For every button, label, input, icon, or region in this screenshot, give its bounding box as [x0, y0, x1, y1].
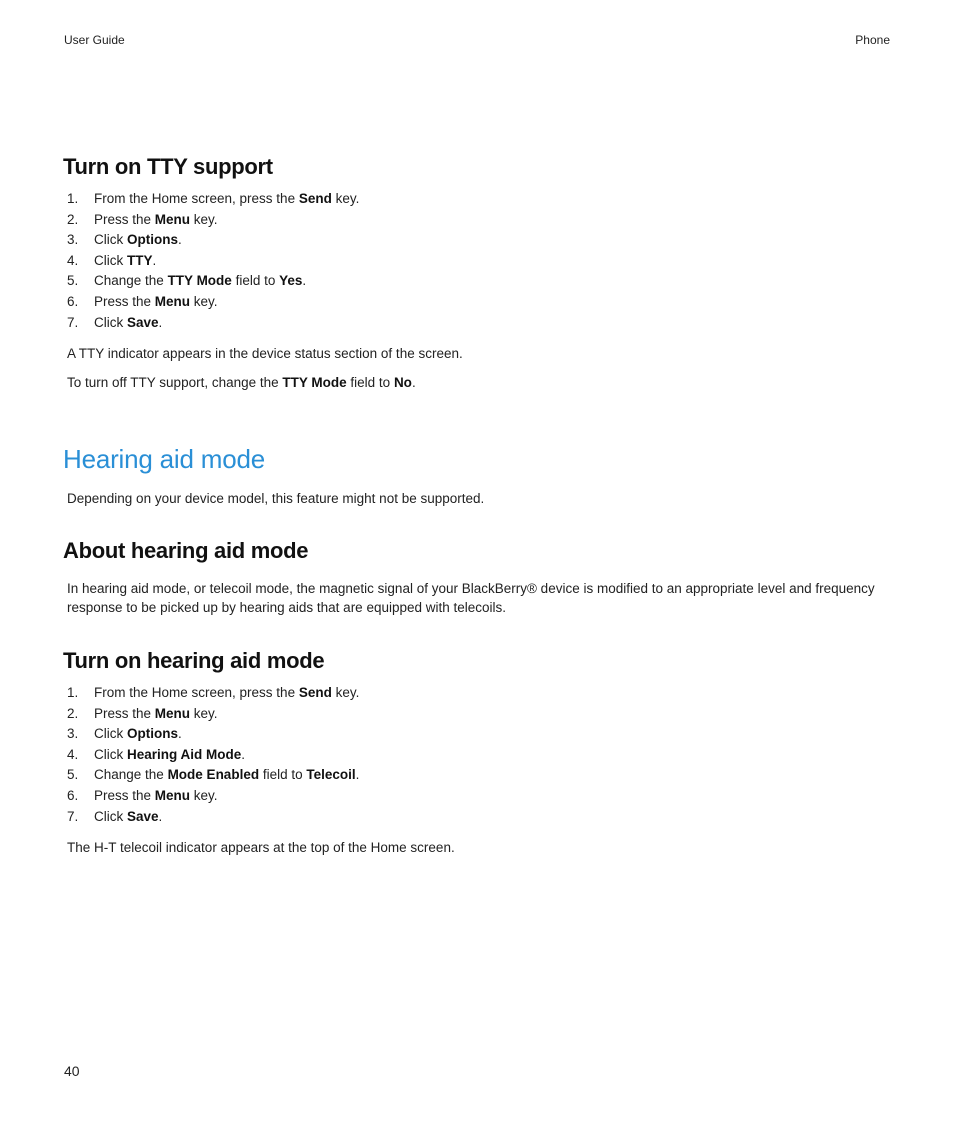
ui-term: Hearing Aid Mode — [127, 746, 242, 762]
ui-term: Menu — [154, 293, 191, 309]
step-text: Click — [94, 746, 127, 762]
list-item — [67, 765, 359, 786]
step-number: 4. — [67, 252, 79, 268]
list-item — [67, 807, 359, 828]
tty-steps-list — [67, 189, 359, 333]
step-text: Click — [94, 726, 127, 742]
step-text: . — [178, 726, 182, 742]
step-number: 6. — [67, 787, 79, 803]
step-number: 2. — [67, 211, 79, 227]
step-number: 7. — [67, 808, 79, 824]
step-text: Click — [94, 252, 127, 268]
step-number: 6. — [67, 293, 79, 309]
ui-term: Mode Enabled — [167, 767, 260, 783]
step-text: Click — [94, 314, 127, 330]
telecoil-indicator-note: The H-T telecoil indicator appears at the top of the Home screen. — [67, 840, 455, 855]
list-item — [67, 786, 359, 807]
step-text: Change the — [94, 767, 168, 783]
step-text: field to — [231, 273, 280, 289]
step-text: Press the — [94, 293, 155, 309]
list-item — [67, 210, 359, 231]
heading-about-hearing-aid-mode: About hearing aid mode — [63, 538, 309, 563]
tty-turn-off-note — [67, 373, 897, 392]
ui-term: No — [393, 375, 412, 390]
list-item — [67, 745, 359, 766]
step-text: Press the — [94, 787, 155, 803]
ui-term: Save — [127, 314, 159, 330]
step-text: key. — [190, 293, 218, 309]
ui-term: Save — [127, 808, 159, 824]
ui-term: Options — [127, 232, 178, 248]
heading-turn-on-tty: Turn on TTY support — [63, 154, 273, 179]
step-text: From the Home screen, press the — [94, 191, 299, 206]
step-text: Change the — [94, 273, 168, 289]
step-text: Press the — [94, 705, 155, 721]
page-number: 40 — [64, 1063, 80, 1079]
ui-term: TTY Mode — [167, 273, 232, 289]
ui-term: Menu — [154, 787, 191, 803]
step-number: 1. — [67, 685, 79, 700]
step-number: 3. — [67, 726, 79, 742]
list-item — [67, 704, 359, 725]
step-text: field to — [259, 767, 307, 783]
step-text: . — [302, 273, 307, 289]
ui-term: Options — [127, 726, 178, 742]
hearing-intro-text: Depending on your device model, this feature might not be supported. — [67, 491, 485, 506]
note-text: . — [411, 375, 416, 390]
list-item — [67, 189, 359, 210]
tty-indicator-note: A TTY indicator appears in the device status section of the screen. — [67, 346, 463, 361]
hearing-steps-list — [67, 683, 359, 827]
step-text: . — [158, 808, 163, 824]
step-number: 4. — [67, 746, 79, 762]
list-item — [67, 724, 359, 745]
list-item — [67, 683, 359, 704]
running-header-title: User Guide — [64, 33, 125, 47]
step-text: . — [355, 767, 360, 783]
about-hearing-aid-text: In hearing aid mode, or telecoil mode, the magnetic signal of your BlackBerry® device is modified to an appropriate level and frequency response to be picked up by hearing aids that are equipped with telecoils. — [67, 581, 875, 615]
step-number: 2. — [67, 705, 79, 721]
list-item — [67, 251, 359, 272]
ui-term: Yes — [279, 273, 303, 289]
step-text: From the Home screen, press the — [94, 685, 299, 700]
list-item — [67, 230, 359, 251]
step-number: 1. — [67, 191, 79, 206]
step-text: . — [178, 232, 182, 248]
ui-term: TTY — [127, 252, 153, 268]
ui-term: Send — [298, 685, 332, 700]
step-text: . — [152, 252, 157, 268]
running-header-section: Phone — [855, 33, 890, 47]
step-text: key. — [331, 685, 360, 700]
section-title-hearing-aid-mode: Hearing aid mode — [63, 444, 266, 474]
ui-term: Telecoil — [306, 767, 356, 783]
list-item — [67, 313, 359, 334]
list-item — [67, 292, 359, 313]
step-number: 3. — [67, 232, 79, 248]
ui-term: Send — [298, 191, 332, 206]
step-text: key. — [190, 787, 218, 803]
ui-term: Menu — [154, 211, 191, 227]
step-text: Click — [94, 808, 127, 824]
ui-term: Menu — [154, 705, 191, 721]
note-text: field to — [346, 375, 394, 390]
step-number: 5. — [67, 273, 79, 289]
step-text: key. — [190, 705, 218, 721]
list-item — [67, 271, 359, 292]
heading-turn-on-hearing-aid-mode: Turn on hearing aid mode — [63, 648, 325, 673]
step-number: 7. — [67, 314, 79, 330]
step-text: Click — [94, 232, 127, 248]
note-text: To turn off TTY support, change the — [67, 375, 283, 390]
step-text: . — [158, 314, 163, 330]
step-text: key. — [331, 191, 360, 206]
ui-term: TTY Mode — [282, 375, 347, 390]
step-text: . — [241, 746, 246, 762]
step-text: key. — [190, 211, 218, 227]
step-number: 5. — [67, 767, 79, 783]
step-text: Press the — [94, 211, 155, 227]
